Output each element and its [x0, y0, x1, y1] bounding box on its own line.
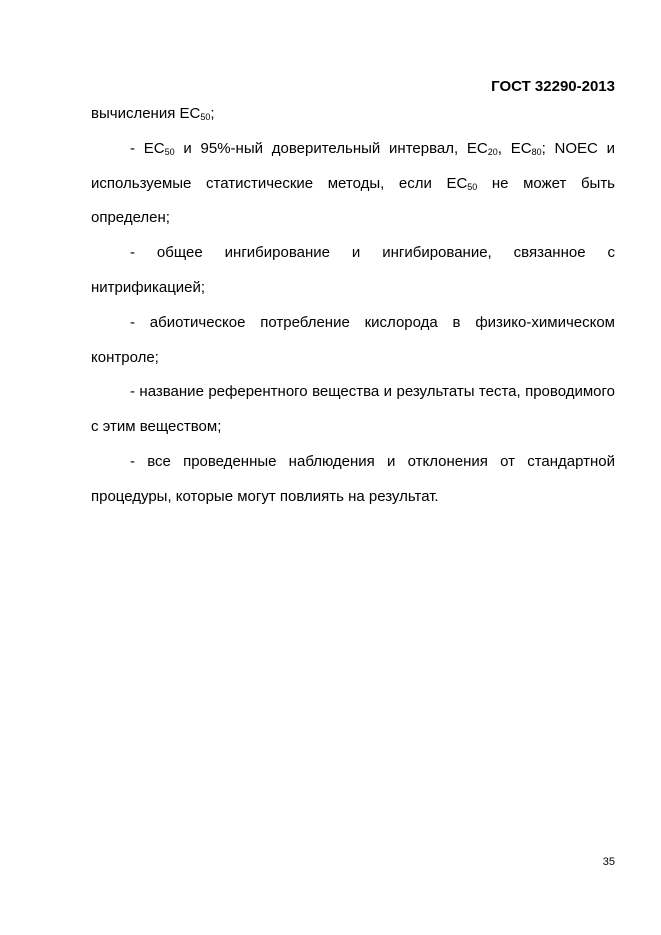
text-segment: ; — [210, 105, 215, 122]
text-segment: вычисления EC — [91, 105, 201, 122]
text-segment: , EC — [497, 139, 532, 157]
page-number: 35 — [602, 856, 615, 868]
text-segment: - EC — [130, 139, 165, 157]
subscript: 50 — [200, 112, 211, 122]
list-item-abiotic-oxygen: - абиотическое потребление кислорода в физико-химическом контроле; — [91, 313, 615, 366]
subscript: 50 — [467, 181, 478, 192]
document-body — [91, 97, 615, 515]
paragraph-ec50-calculation — [91, 97, 615, 132]
document-code: ГОСТ 32290-2013 — [491, 78, 615, 95]
text-segment: ; NOEC и используемые статистические методы, если EC — [91, 139, 615, 192]
subscript: 80 — [531, 146, 542, 157]
subscript: 50 — [164, 146, 175, 157]
list-item-observations: - все проведенные наблюдения и отклонения от стандартной процедуры, которые могут повлиять на результат. — [91, 452, 615, 505]
list-item-reference-substance: - название референтного вещества и результаты теста, проводимого с этим веществом; — [91, 383, 615, 436]
list-item-ec50-confidence — [91, 132, 615, 236]
subscript: 20 — [487, 146, 498, 157]
list-item-inhibition: - общее ингибирование и ингибирование, связанное с нитрификацией; — [91, 244, 615, 296]
text-segment: и 95%-ный доверительный интервал, EC — [174, 139, 488, 157]
text-segment: не может быть определен; — [91, 174, 615, 227]
